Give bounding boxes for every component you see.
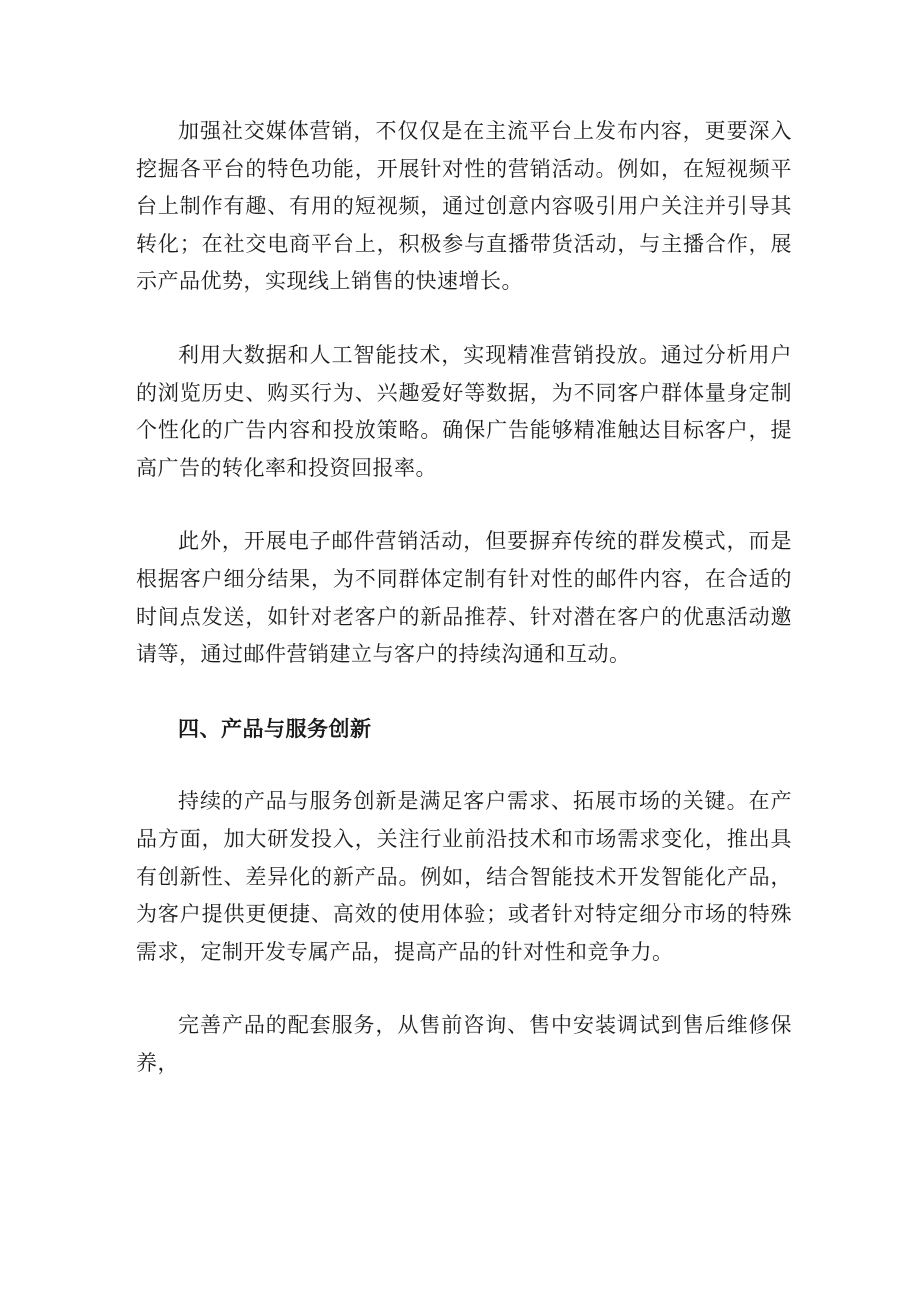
paragraph-email-marketing: 此外，开展电子邮件营销活动，但要摒弃传统的群发模式，而是根据客户细分结果，为不同群体定制有针对性的邮件内容，在合适的时间点发送，如针对老客户的新品推荐、针对潜在客户的优惠活动邀请等，通过邮件营销建立与客户的持续沟通和互动。: [136, 529, 792, 667]
document-body: [136, 113, 792, 1118]
paragraph-precision-marketing: 利用大数据和人工智能技术，实现精准营销投放。通过分析用户的浏览历史、购买行为、兴趣爱好等数据，为不同客户群体量身定制个性化的广告内容和投放策略。确保广告能够精准触达目标客户，提高广告的转化率和投资回报率。: [136, 342, 792, 480]
paragraph-service-improvement: 完善产品的配套服务，从售前咨询、售中安装调试到售后维修保养，: [136, 1013, 792, 1075]
paragraph-product-innovation: 持续的产品与服务创新是满足客户需求、拓展市场的关键。在产品方面，加大研发投入，关注行业前沿技术和市场需求变化，推出具有创新性、差异化的新产品。例如，结合智能技术开发智能化产品，为客户提供更便捷、高效的使用体验；或者针对特定细分市场的特殊需求，定制开发专属产品，提高产品的针对性和竞争力。: [136, 789, 792, 964]
section-heading: 四、产品与服务创新: [178, 715, 372, 741]
paragraph-social-media-marketing: 加强社交媒体营销，不仅仅是在主流平台上发布内容，更要深入挖掘各平台的特色功能，开展针对性的营销活动。例如，在短视频平台上制作有趣、有用的短视频，通过创意内容吸引用户关注并引导其转化；在社交电商平台上，积极参与直播带货活动，与主播合作，展示产品优势，实现线上销售的快速增长。: [136, 119, 792, 294]
